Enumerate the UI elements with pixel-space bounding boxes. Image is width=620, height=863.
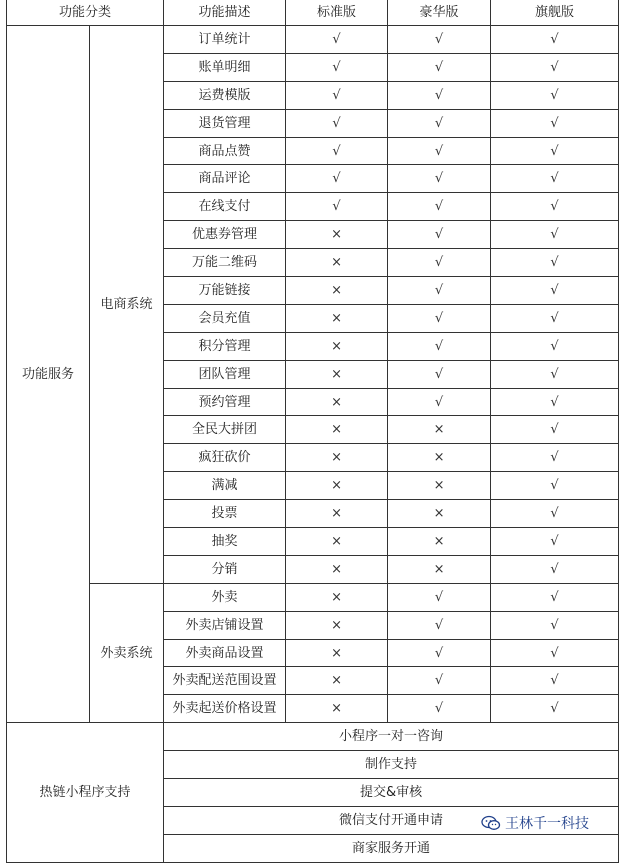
feature-mark: √ [491,528,619,556]
feature-label: 外卖店铺设置 [164,611,286,639]
feature-label: 会员充值 [164,304,286,332]
support-category-cell: 热链小程序支持 [7,723,164,862]
header-cell: 标准版 [286,0,388,26]
feature-mark: √ [388,332,491,360]
feature-mark: √ [388,53,491,81]
feature-mark: √ [491,26,619,54]
feature-mark: √ [491,221,619,249]
support-item: 小程序一对一咨询 [164,723,619,751]
feature-mark: × [286,667,388,695]
feature-mark: × [286,583,388,611]
feature-mark: × [286,444,388,472]
feature-mark: √ [491,332,619,360]
feature-mark: × [286,611,388,639]
feature-label: 优惠券管理 [164,221,286,249]
feature-mark: √ [491,555,619,583]
feature-label: 运费模版 [164,81,286,109]
feature-mark: √ [388,304,491,332]
feature-mark: × [286,639,388,667]
feature-label: 分销 [164,555,286,583]
feature-mark: √ [388,388,491,416]
feature-mark: × [388,416,491,444]
feature-mark: √ [286,81,388,109]
feature-mark: √ [286,109,388,137]
feature-mark: √ [491,137,619,165]
feature-mark: √ [286,165,388,193]
feature-mark: √ [491,277,619,305]
feature-mark: √ [388,193,491,221]
feature-mark: √ [491,109,619,137]
header-cell: 功能分类 [7,0,164,26]
feature-mark: √ [388,639,491,667]
feature-label: 商品评论 [164,165,286,193]
feature-mark: √ [491,53,619,81]
feature-label: 满减 [164,472,286,500]
header-cell: 功能描述 [164,0,286,26]
feature-mark: √ [491,667,619,695]
feature-mark: √ [491,304,619,332]
header-cell: 旗舰版 [491,0,619,26]
feature-mark: × [286,360,388,388]
feature-mark: × [286,277,388,305]
support-item: 提交&审核 [164,779,619,807]
feature-mark: √ [491,388,619,416]
watermark-text: 王林千一科技 [505,816,589,832]
feature-mark: × [388,500,491,528]
feature-label: 万能二维码 [164,249,286,277]
support-item: 商家服务开通 [164,834,619,862]
feature-mark: × [286,332,388,360]
feature-mark: √ [388,360,491,388]
feature-mark: × [388,444,491,472]
feature-mark: × [286,388,388,416]
feature-mark: √ [388,137,491,165]
feature-mark: √ [388,277,491,305]
feature-mark: √ [491,639,619,667]
feature-mark: √ [491,416,619,444]
feature-mark: √ [388,667,491,695]
feature-mark: √ [388,26,491,54]
feature-label: 积分管理 [164,332,286,360]
feature-mark: × [286,472,388,500]
feature-label: 外卖配送范围设置 [164,667,286,695]
feature-label: 团队管理 [164,360,286,388]
feature-mark: √ [388,109,491,137]
support-item: 微信支付开通申请 [164,806,619,834]
feature-mark: √ [491,472,619,500]
header-cell: 豪华版 [388,0,491,26]
feature-mark: √ [491,165,619,193]
watermark [478,812,592,834]
feature-mark: × [286,221,388,249]
header-row [7,0,619,26]
feature-mark: × [388,472,491,500]
feature-label: 外卖起送价格设置 [164,695,286,723]
feature-mark: √ [491,360,619,388]
feature-mark: √ [286,193,388,221]
feature-mark: √ [388,221,491,249]
feature-mark: √ [491,444,619,472]
feature-mark: √ [388,611,491,639]
feature-label: 退货管理 [164,109,286,137]
feature-mark: √ [491,81,619,109]
feature-label: 疯狂砍价 [164,444,286,472]
group-cell: 电商系统 [90,26,164,584]
group-cell: 外卖系统 [90,583,164,722]
feature-mark: √ [491,500,619,528]
feature-mark: √ [286,137,388,165]
feature-mark: × [286,249,388,277]
feature-comparison-table [6,0,619,863]
feature-mark: √ [388,249,491,277]
feature-label: 投票 [164,500,286,528]
feature-label: 预约管理 [164,388,286,416]
feature-mark: √ [388,583,491,611]
feature-mark: × [286,555,388,583]
feature-label: 外卖商品设置 [164,639,286,667]
table-row [7,583,619,611]
feature-mark: × [286,695,388,723]
feature-mark: √ [286,26,388,54]
feature-mark: × [388,528,491,556]
feature-mark: × [286,416,388,444]
feature-mark: × [286,304,388,332]
feature-mark: × [286,500,388,528]
feature-mark: √ [491,611,619,639]
feature-mark: √ [491,193,619,221]
feature-mark: √ [491,583,619,611]
feature-mark: √ [491,249,619,277]
feature-mark: × [286,528,388,556]
feature-label: 全民大拼团 [164,416,286,444]
feature-label: 商品点赞 [164,137,286,165]
feature-mark: √ [388,81,491,109]
wechat-icon [481,815,501,831]
table-row [7,26,619,54]
support-item: 制作支持 [164,751,619,779]
feature-mark: √ [286,53,388,81]
category-cell: 功能服务 [7,26,90,723]
feature-mark: √ [491,695,619,723]
feature-label: 抽奖 [164,528,286,556]
feature-label: 外卖 [164,583,286,611]
feature-label: 账单明细 [164,53,286,81]
feature-mark: √ [388,165,491,193]
feature-mark: × [388,555,491,583]
feature-mark: √ [388,695,491,723]
feature-label: 订单统计 [164,26,286,54]
feature-label: 在线支付 [164,193,286,221]
support-row [7,723,619,751]
feature-label: 万能链接 [164,277,286,305]
